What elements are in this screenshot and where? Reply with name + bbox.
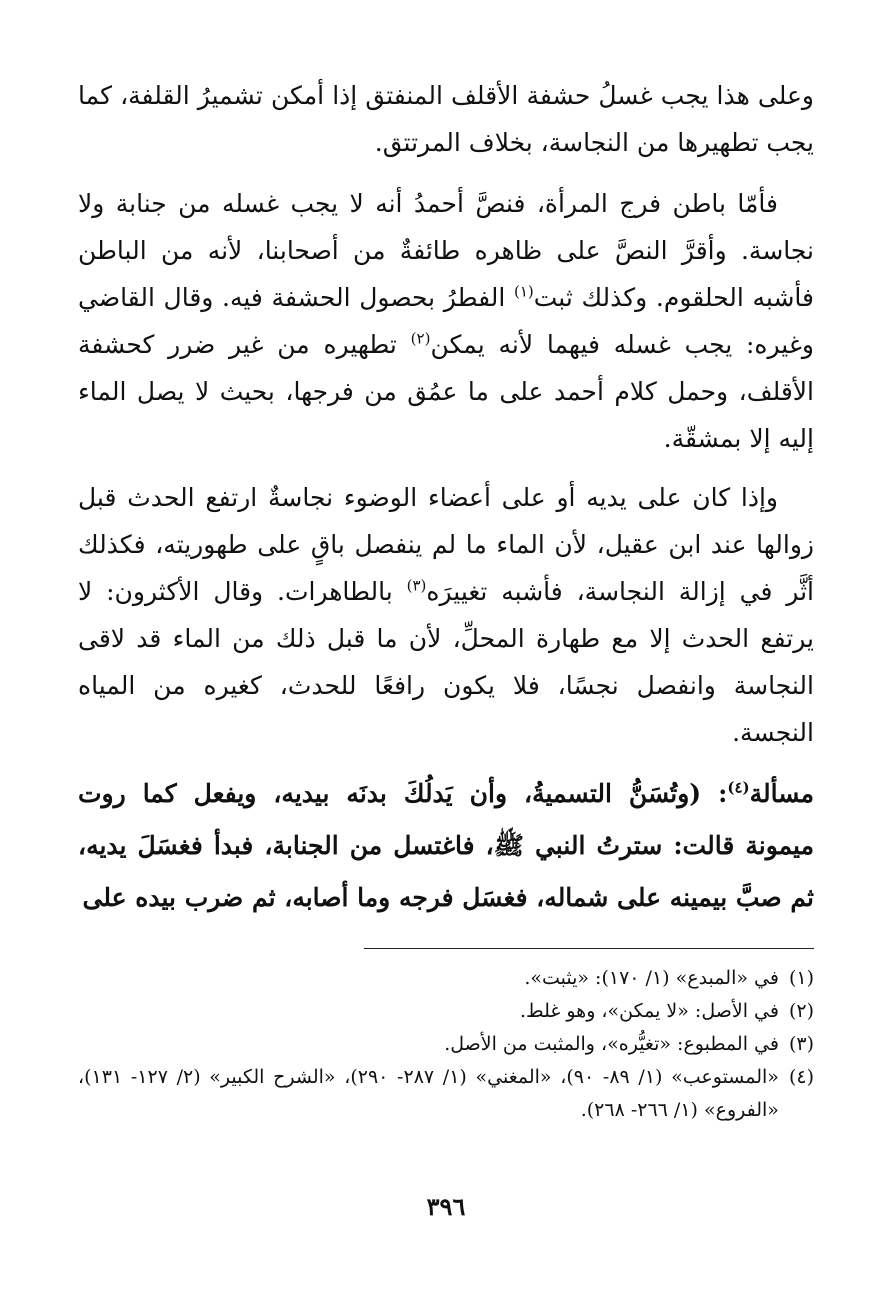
footnote-text: في الأصل: «لا يمكن»، وهو غلط. <box>520 1000 779 1022</box>
footnote-number: (١) <box>788 967 814 989</box>
issue-heading: مسألة <box>749 779 814 808</box>
footnote-text: في «المبدع» (١/ ١٧٠): «يثبت». <box>524 967 779 989</box>
paragraph-3-part-a: وإذا كان على يديه أو على أعضاء الوضوء نجاسةٌ ارتفع الحدث قبل زوالها عند ابن عقيل، لأن الماء ما لم ينفصل باقٍ على طهوريته، فكذلك أثَّر في إزالة النجاسة، فأشبه تغييرَه <box>78 483 814 606</box>
paragraph-2-part-c: تطهيره من غير ضرر كحشفة الأقلف، وحمل كلام أحمد على ما عمُق من فرجها، بحيث لا يصل الماء إليه إلا بمشقّة. <box>78 330 814 453</box>
paragraph-2 <box>78 180 814 462</box>
paragraph-1: وعلى هذا يجب غسلُ حشفة الأقلف المنفتق إذا أمكن تشميرُ القلفة، كما يجب تطهيرها من النجاسة، بخلاف المرتتق. <box>78 81 814 157</box>
footnote-ref-3: (٣) <box>406 576 427 595</box>
main-text <box>78 72 814 924</box>
footnote-3 <box>78 1028 814 1061</box>
footnote-number: (٢) <box>788 1000 814 1022</box>
paragraph-2-part-a: فأمّا باطن فرج المرأة، فنصَّ أحمدُ أنه لا يجب غسله من جنابة ولا نجاسة. وأقرَّ النصَّ على ظاهره طائفةٌ من أصحابنا، لأنه من الباطن فأشبه الحلقوم. وكذلك ثبت <box>78 189 814 312</box>
paragraph-3 <box>78 474 814 756</box>
footnote-text: «المستوعب» (١/ ٨٩- ٩٠)، «المغني» (١/ ٢٨٧- ٢٩٠)، «الشرح الكبير» (٢/ ١٢٧- ١٣١)، «الفروع» (١/ ٢٦٦- ٢٦٨). <box>78 1066 779 1121</box>
footnotes <box>78 962 814 1127</box>
footnote-ref-4: (٤) <box>727 778 750 797</box>
footnote-2 <box>78 995 814 1028</box>
paragraph-2-part-b: الفطرُ بحصول الحشفة فيه. وقال القاضي وغيره: يجب غسله فيهما لأنه يمكن <box>78 283 814 359</box>
footnote-text: في المطبوع: «تغيُّره»، والمثبت من الأصل. <box>444 1033 779 1055</box>
footnote-1 <box>78 962 814 995</box>
footnote-number: (٣) <box>788 1033 814 1055</box>
footnote-divider <box>364 948 814 949</box>
paragraph-4-body: : (وتُسَنُّ التسميةُ، وأن يَدلُكَ بدنَه بيديه، ويفعل كما روت ميمونة قالت: سترتُ النبي ﷺ، فاغتسل من الجنابة، فبدأ فغسَلَ يديه، ثم صبَّ بيمينه على شماله، فغسَل فرجه وما أصابه، ثم ضرب بيده على <box>78 779 814 912</box>
paragraph-3-part-b: بالطاهرات. وقال الأكثرون: لا يرتفع الحدث إلا مع طهارة المحلِّ، لأن ما قبل ذلك من الماء قد لاقى النجاسة وانفصل نجسًا، فلا يكون رافعًا للحدث، كغيره من المياه النجسة. <box>78 577 814 747</box>
footnote-number: (٤) <box>788 1066 814 1088</box>
footnote-ref-1: (١) <box>513 282 534 301</box>
footnote-ref-2: (٢) <box>410 329 431 348</box>
paragraph-4 <box>78 768 814 924</box>
footnote-4 <box>78 1061 814 1127</box>
page-number: ٣٩٦ <box>426 1192 466 1221</box>
